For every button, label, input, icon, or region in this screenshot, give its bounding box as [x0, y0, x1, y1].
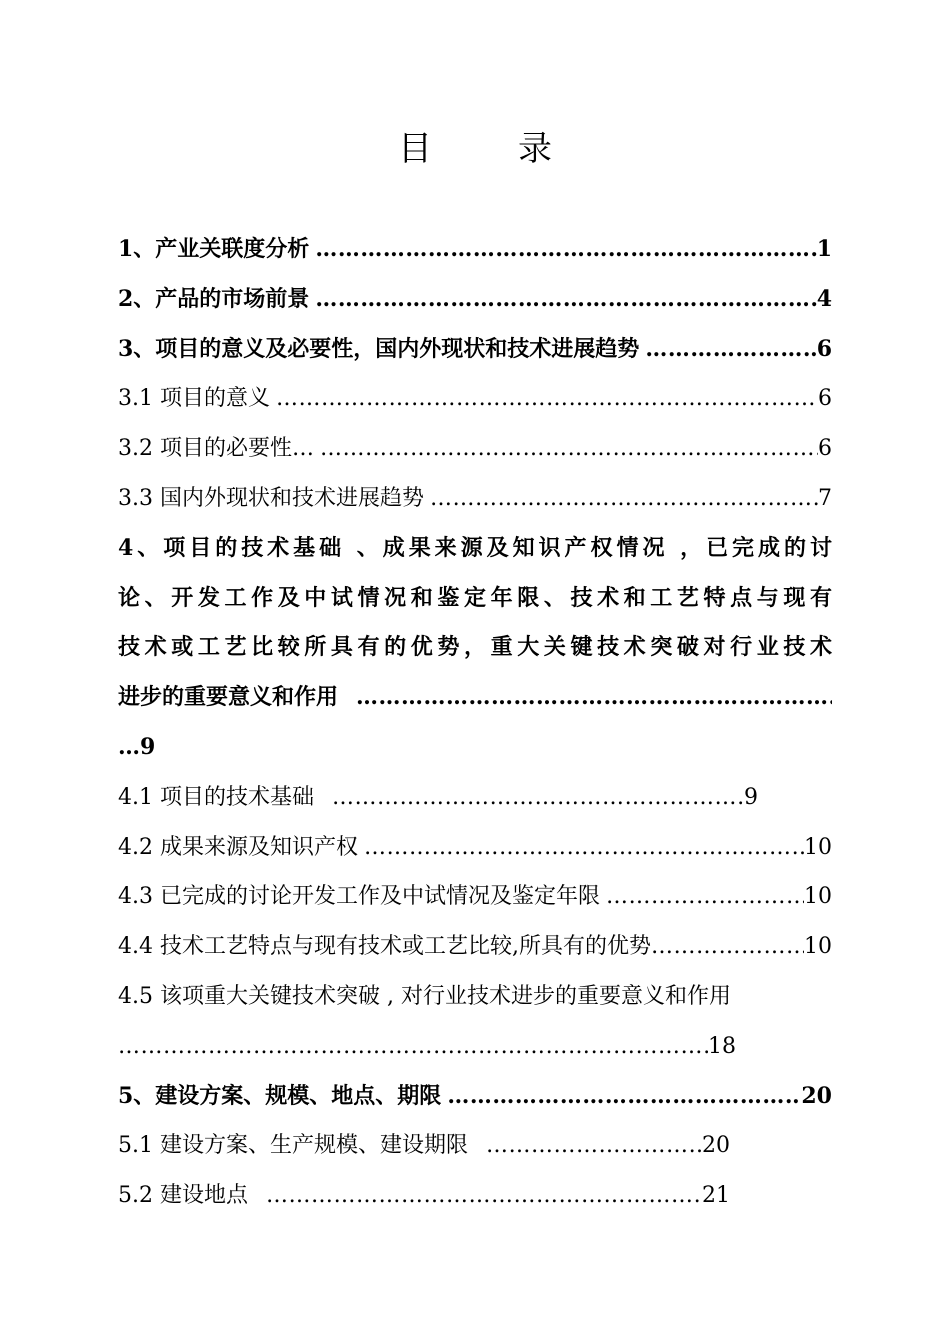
leader-dots [118, 1022, 708, 1072]
toc-entry-label: 4.5 该项重大关键技术突破 , 对行业技术进步的重要意义和作用 [118, 983, 731, 1009]
toc-page-number: 10 [804, 884, 832, 910]
page-title [0, 120, 950, 178]
toc-entry-4-5[interactable] [118, 972, 832, 1072]
toc-page-number: 9 [140, 733, 156, 760]
toc-entry-5-1[interactable] [118, 1121, 730, 1171]
toc-page-number: 20 [801, 1082, 832, 1109]
toc-entry-4-4[interactable] [118, 922, 832, 972]
toc-page-number: 18 [708, 1033, 736, 1059]
toc-page-number: 6 [816, 335, 832, 362]
toc-entry-label: 2、产品的市场前景 [118, 285, 310, 312]
leader-dots [332, 773, 744, 823]
toc-entry-label: 5.2 建设地点 [118, 1183, 248, 1209]
toc-entry-label: 3.3 国内外现状和技术进展趋势 [118, 485, 424, 511]
toc-entry-1[interactable] [118, 225, 832, 275]
toc-entry-4[interactable] [118, 524, 832, 773]
leader-dots [486, 1121, 702, 1171]
toc-entry-line [118, 723, 832, 773]
toc-entry-label: 4.2 成果来源及知识产权 [118, 834, 358, 860]
title-char-left: 目 [398, 129, 432, 169]
toc-entry-label: 5、建设方案、规模、地点、期限 [118, 1082, 442, 1109]
toc-page-number: 10 [804, 834, 832, 860]
leader-dots [266, 1171, 702, 1221]
toc-page-number: 7 [818, 485, 832, 511]
title-char-right: 录 [518, 129, 552, 169]
toc-page-number: 6 [818, 436, 832, 462]
toc-entry-3-3[interactable] [118, 474, 832, 524]
toc-entry-label: 3.2 项目的必要性… [118, 436, 314, 462]
toc-page-number: 9 [744, 784, 758, 810]
toc-entry-4-2[interactable] [118, 823, 832, 873]
toc-entry-5[interactable] [118, 1072, 832, 1122]
toc-page-number: 10 [804, 934, 832, 960]
toc-entry-2[interactable] [118, 275, 832, 325]
leader-dots [276, 374, 818, 424]
toc-entry-line: 技术或工艺比较所具有的优势，重大关键技术突破对行业技术 [118, 634, 832, 661]
toc-entry-label: 3.1 项目的意义 [118, 386, 270, 412]
toc-page-number: 4 [816, 285, 832, 312]
toc-entry-label: 1、产业关联度分析 [118, 236, 310, 262]
toc-entry-3-1[interactable] [118, 374, 832, 424]
toc-entry-line [118, 673, 832, 723]
toc-page-number: 20 [702, 1133, 730, 1159]
leader-dots [606, 872, 804, 922]
toc-entry-label: 3、项目的意义及必要性，国内外现状和技术进展趋势 [118, 335, 640, 362]
toc-page-number: 6 [818, 386, 832, 412]
toc-page-number: 21 [702, 1183, 730, 1209]
toc-entry-label: 进步的重要意义和作用 [118, 684, 339, 711]
toc-page-number: 1 [816, 236, 832, 262]
toc-entry-line: 论、开发工作及中试情况和鉴定年限、技术和工艺特点与现有 [118, 584, 832, 611]
toc-entry-label: 4.4 技术工艺特点与现有技术或工艺比较,所具有的优势 [118, 934, 651, 960]
leader-dots [356, 673, 832, 723]
toc-entry-label: 5.1 建设方案、生产规模、建设期限 [118, 1133, 468, 1159]
leader-dots [315, 225, 816, 275]
toc-entry-3-2[interactable] [118, 424, 832, 474]
toc-entry-line [118, 1022, 736, 1072]
toc-entry-4-3[interactable] [118, 872, 832, 922]
leader-dots: … [118, 733, 140, 760]
leader-dots [645, 325, 816, 375]
toc-entry-5-2[interactable] [118, 1171, 730, 1221]
leader-dots [430, 474, 818, 524]
toc-entry-line: 4、项目的技术基础 、成果来源及知识产权情况 ，已完成的讨 [118, 534, 832, 561]
toc-entry-4-1[interactable] [118, 773, 758, 823]
leader-dots [651, 922, 804, 972]
toc-entry-label: 4.1 项目的技术基础 [118, 784, 314, 810]
leader-dots [364, 823, 804, 873]
leader-dots [447, 1072, 801, 1122]
leader-dots [320, 424, 818, 474]
table-of-contents [118, 225, 832, 1221]
toc-entry-3[interactable] [118, 325, 832, 375]
toc-entry-label: 4.3 已完成的讨论开发工作及中试情况及鉴定年限 [118, 884, 600, 910]
leader-dots [315, 275, 816, 325]
